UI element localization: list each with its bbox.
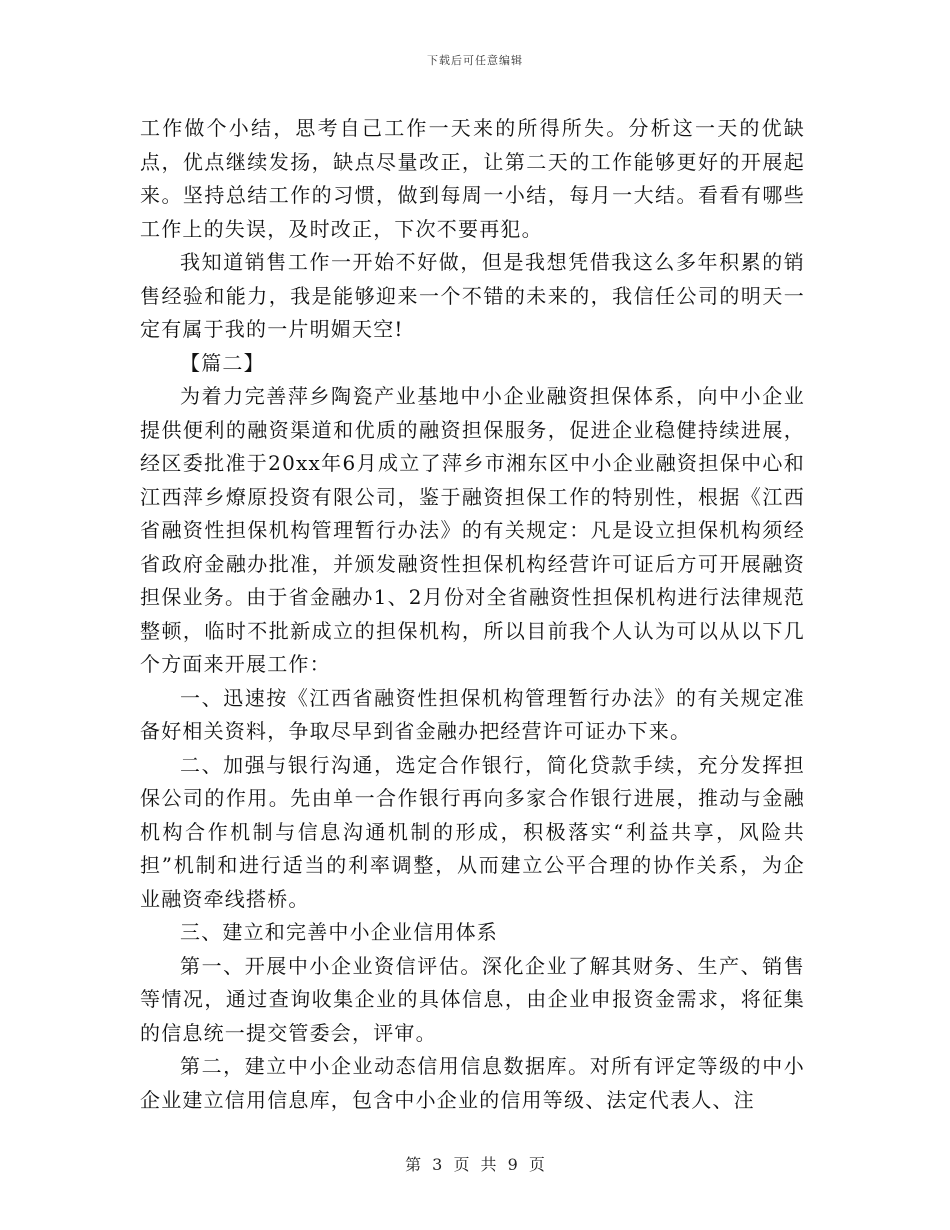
- paragraph-credit-evaluation: 第一、开展中小企业资信评估。深化企业了解其财务、生产、销售等情况，通过查询收集企业的具体信息，由企业申报资金需求，将征集的信息统一提交管委会，评审。: [140, 953, 805, 1045]
- document-body: [140, 112, 805, 1117]
- page-header: 下载后可任意编辑: [427, 54, 523, 67]
- paragraph-credit-database: 第二，建立中小企业动态信用信息数据库。对所有评定等级的中小企业建立信用信息库，包含中小企业的信用等级、法定代表人、注: [140, 1054, 805, 1112]
- paragraph-sales-outlook: 我知道销售工作一开始不好做，但是我想凭借我这么多年积累的销售经验和能力，我是能够迎来一个不错的未来的，我信任公司的明天一定有属于我的一片明媚天空!: [140, 250, 805, 341]
- section-heading-part-two: 【篇二】: [180, 350, 265, 375]
- paragraph-item-two: 二、加强与银行沟通，选定合作银行，简化贷款手续，充分发挥担保公司的作用。先由单一合作银行再向多家合作银行进展，推动与金融机构合作机制与信息沟通机制的形成，积极落实“利益共享，风险共担”机制和进行适当的利率调整，从而建立公平合理的协作关系，为企业融资牵线搭桥。: [140, 752, 805, 911]
- paragraph-item-one: 一、迅速按《江西省融资性担保机构管理暂行办法》的有关规定准备好相关资料，争取尽早到省金融办把经营许可证办下来。: [140, 685, 805, 743]
- paragraph-financing-guarantee: 为着力完善萍乡陶瓷产业基地中小企业融资担保体系，向中小企业提供便利的融资渠道和优质的融资担保服务，促进企业稳健持续进展，经区委批准于20xx年6月成立了萍乡市湘东区中小企业融资担保中心和江西萍乡燎原投资有限公司，鉴于融资担保工作的特别性，根据《江西省融资性担保机构管理暂行办法》的有关规定：凡是设立担保机构须经省政府金融办批准，并颁发融资性担保机构经营许可证后方可开展融资担保业务。由于省金融办1、2月份对全省融资性担保机构进行法律规范整顿，临时不批新成立的担保机构，所以目前我个人认为可以从以下几个方面来开展工作：: [140, 384, 805, 676]
- page-number-footer: 第 3 页 共 9 页: [405, 1155, 545, 1174]
- paragraph-item-three-heading: 三、建立和完善中小企业信用体系: [180, 920, 498, 944]
- paragraph-continuation: 工作做个小结，思考自己工作一天来的所得所失。分析这一天的优缺点，优点继续发扬，缺点尽量改正，让第二天的工作能够更好的开展起来。坚持总结工作的习惯，做到每周一小结，每月一大结。看看有哪些工作上的失误，及时改正，下次不要再犯。: [140, 116, 805, 241]
